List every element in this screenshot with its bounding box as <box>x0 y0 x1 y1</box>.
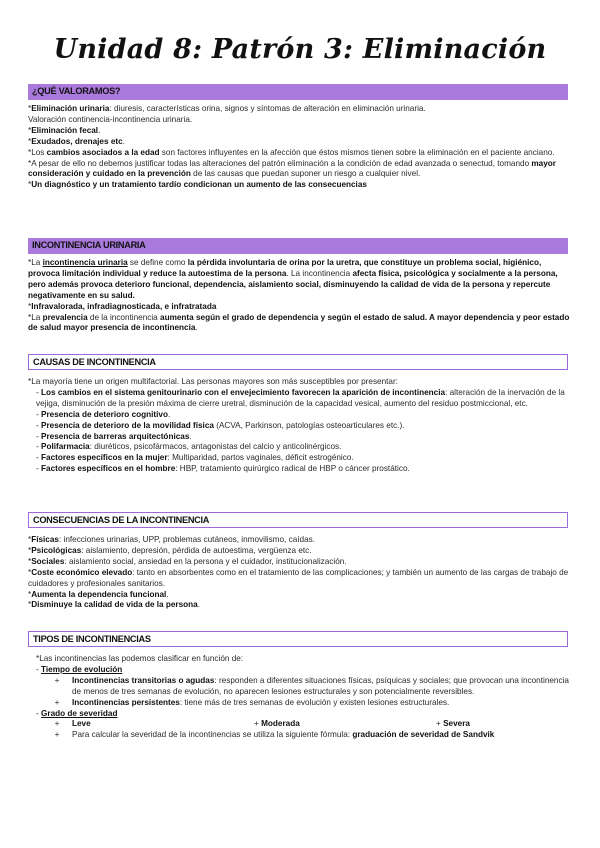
section-header-que-valoramos: ¿QUÉ VALORAMOS? <box>28 84 568 100</box>
paragraph: *Sociales: aislamiento social, ansiedad en la persona y el cuidador, institucionalización. <box>28 556 347 566</box>
paragraph: *Infravalorada, infradiagnosticada, e infratratada <box>28 301 217 311</box>
paragraph: *La incontinencia urinaria se define como la pérdida involuntaria de orina por la uretra, que constituye un problema social, higiénico, provoca limitación individual y reduce la autoestima de la persona. La incontinencia afecta física, psicológica y socialmente a la persona, pero además provoca deterioro funcional, dependencia, aislamiento social, disminuyendo la calidad de vida de la persona y repercute negativamente en su salud. <box>28 258 558 300</box>
section-body-consecuencias <box>28 535 572 611</box>
list-item: - Tiempo de evolución <box>36 664 123 674</box>
paragraph: *Un diagnóstico y un tratamiento tardío condicionan un aumento de las consecuencias <box>28 180 367 190</box>
paragraph: *Exudados, drenajes etc. <box>28 136 125 146</box>
paragraph: *Eliminación urinaria: diuresis, características orina, signos y síntomas de alteración en eliminación urinaria. Valoración continencia-incontinencia urinaria. <box>28 104 426 124</box>
paragraph: *Eliminación fecal. <box>28 125 101 135</box>
paragraph: *Psicológicas: aislamiento, depresión, pérdida de autoestima, vergüenza etc. <box>28 545 312 555</box>
section-body-que-valoramos <box>28 104 572 191</box>
section-header-causas: CAUSAS DE INCONTINENCIA <box>28 354 568 370</box>
list-item: - Grado de severidad <box>36 708 118 718</box>
paragraph: *La prevalencia de la incontinencia aumenta según el grado de dependencia y según el estado de salud. A mayor dependencia y peor estado de salud mayor presencia de incontinencia. <box>28 312 570 333</box>
sub-list-item: + Incontinencias transitorias o agudas: responden a diferentes situaciones físicas, psíquicas y sociales; que provocan una incontinencia de menos de tres semanas de evolución, no aparecen lesiones estructurales y son potencialmente reversibles. <box>54 675 569 696</box>
list-item: - Polifarmacia: diuréticos, psicofármacos, antagonistas del calcio y anticolinérgicos. <box>36 442 342 452</box>
list-item: - Factores específicos en el hombre: HBP, tratamiento quirúrgico radical de HBP o cáncer prostático. <box>36 464 410 474</box>
paragraph: *A pesar de ello no debemos justificar todas las alteraciones del patrón eliminación a la condición de edad avanzada o senectud, tomando mayor consideración y cuidado en la prevención de las causas que puedan suponer un riesgo a cualquier nivel. <box>28 158 556 179</box>
list-item: - Presencia de deterioro de la movilidad física (ACVA, Parkinson, patologías osteoarticulares etc.). <box>36 420 405 430</box>
paragraph: *Aumenta la dependencia funcional. <box>28 589 169 599</box>
list-item: - Presencia de barreras arquitectónicas. <box>36 431 192 441</box>
list-item: - Los cambios en el sistema genitourinario con el envejecimiento favorecen la aparición de incontinencia: alteración de la inervación de la vejiga, disminución de la presión máxima de cierre uretral, disminución de la capacidad vesical, aumento del residuo postmiccional, etc. <box>36 387 565 408</box>
section-header-incontinencia-urinaria: INCONTINENCIA URINARIA <box>28 238 568 254</box>
sub-list-item: + Para calcular la severidad de la incontinencias se utiliza la siguiente fórmula: graduación de severidad de Sandvik <box>54 730 495 740</box>
severity-row: + Leve + Moderada + Severa <box>54 719 470 729</box>
paragraph: *Disminuye la calidad de vida de la persona. <box>28 600 201 610</box>
section-header-tipos: TIPOS DE INCONTINENCIAS <box>28 631 568 647</box>
paragraph: *Las incontinencias las podemos clasificar en función de: <box>36 654 244 663</box>
paragraph: *Los cambios asociados a la edad son factores influyentes en la afección que éstos mismos tienen sobre la eliminación en el paciente anciano. <box>28 147 555 157</box>
page-title: Unidad 8: Patrón 3: Eliminación <box>53 34 547 65</box>
paragraph: *Físicas: infecciones urinarias, UPP, problemas cutáneos, inmovilismo, caídas. <box>28 535 316 544</box>
paragraph: *La mayoría tiene un origen multifactorial. Las personas mayores son más susceptibles por presentar: <box>28 377 398 386</box>
section-header-consecuencias: CONSECUENCIAS DE LA INCONTINENCIA <box>28 512 568 528</box>
list-item: - Presencia de deterioro cognitivo. <box>36 409 171 419</box>
list-item: - Factores específicos en la mujer: Multiparidad, partos vaginales, déficit estrogénico. <box>36 453 354 463</box>
section-body-causas <box>28 377 572 475</box>
section-body-tipos <box>28 654 572 741</box>
paragraph: *Coste económico elevado: tanto en absorbentes como en el tratamiento de las complicaciones; y también un aumento de las cargas de trabajo de cuidadores y profesionales sanitarios. <box>28 567 569 588</box>
section-body-incontinencia-urinaria <box>28 258 572 334</box>
sub-list-item: + Incontinencias persistentes: tiene más de tres semanas de evolución y existen lesiones estructurales. <box>54 697 450 707</box>
